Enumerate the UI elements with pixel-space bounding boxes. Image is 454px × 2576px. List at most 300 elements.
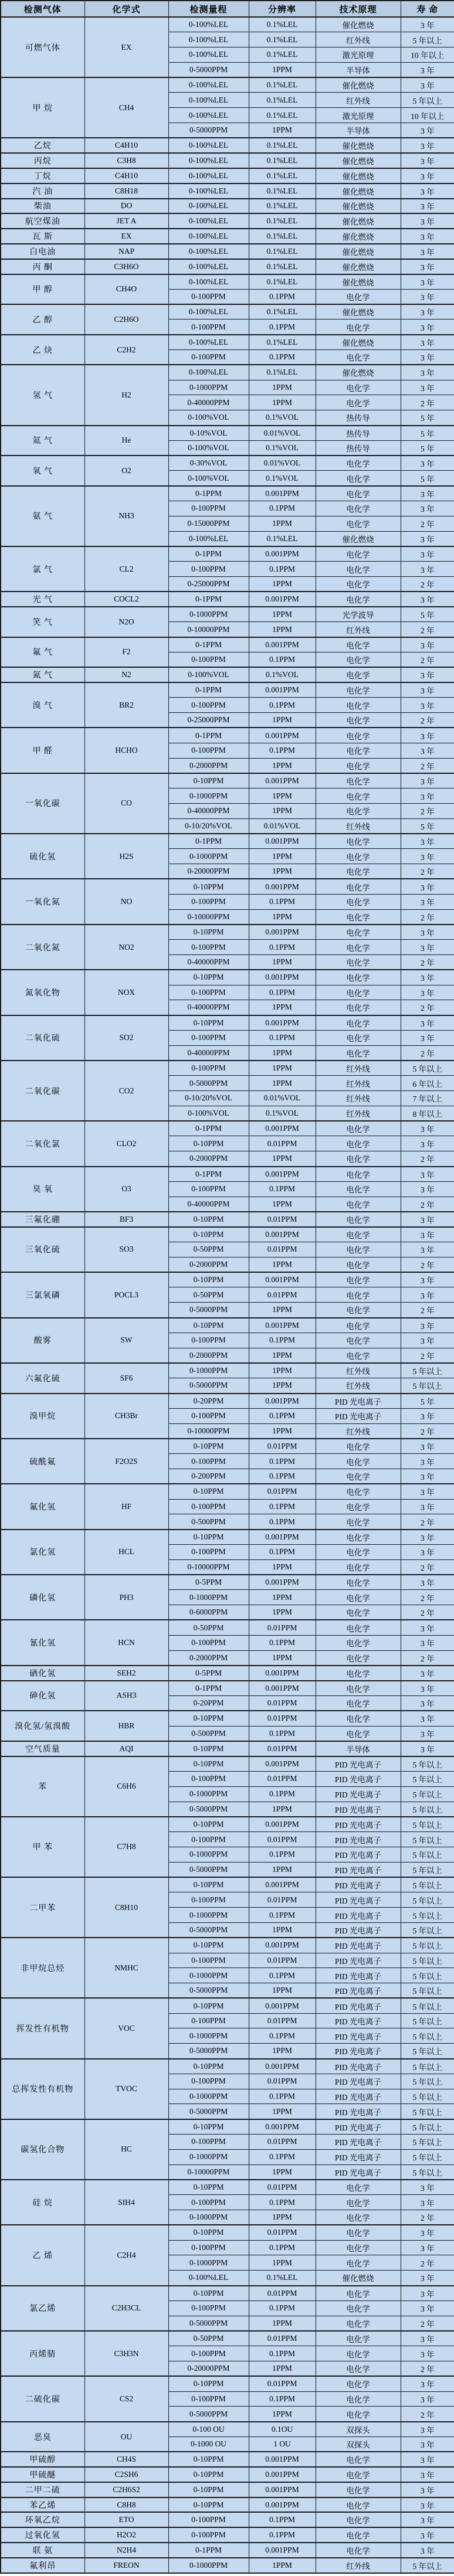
resolution-cell: 1PPM: [249, 954, 316, 970]
range-cell: 0-100PPM: [168, 1771, 249, 1786]
table-row: [1, 1711, 454, 1726]
table-row: [1, 168, 454, 183]
principle-cell: 电化学: [316, 1212, 401, 1227]
gas-name-cell: 三氧化硫: [1, 1227, 84, 1272]
range-cell: 0-1000PPM: [168, 2089, 249, 2104]
formula-cell: C2H4: [84, 2225, 168, 2285]
range-cell: 0-1PPM: [168, 1121, 249, 1136]
resolution-cell: 0.1PPM: [249, 1408, 316, 1423]
resolution-cell: 0.01PPM: [249, 1242, 316, 1258]
lifespan-cell: 5 年以上: [401, 2135, 454, 2150]
gas-name-cell: 二氧化碳: [1, 1061, 84, 1121]
range-cell: 0-10000PPM: [168, 1423, 249, 1439]
principle-cell: 电化学: [316, 2300, 401, 2316]
gas-name-cell: 氟化氢: [1, 1484, 84, 1529]
table-row: [1, 1620, 454, 1635]
lifespan-cell: 3 年: [401, 1575, 454, 1590]
range-cell: 0-100PPM: [168, 1544, 249, 1559]
principle-cell: 催化燃烧: [316, 17, 401, 32]
table-row: [1, 970, 454, 985]
lifespan-cell: 3 年: [401, 1212, 454, 1227]
lifespan-cell: 2 年: [401, 803, 454, 818]
resolution-cell: 0.1PPM: [249, 320, 316, 335]
range-cell: 0-1000PPM: [168, 1363, 249, 1378]
principle-cell: 双探头: [316, 2422, 401, 2437]
resolution-cell: 1PPM: [249, 62, 316, 77]
principle-cell: PID 光电离子: [316, 1998, 401, 2013]
range-cell: 0-10PPM: [168, 1530, 249, 1545]
lifespan-cell: 3 年: [401, 289, 454, 304]
formula-cell: C3H3N: [84, 2331, 168, 2376]
resolution-cell: 0.1PPM: [249, 2346, 316, 2361]
lifespan-cell: 3 年: [401, 1181, 454, 1197]
range-cell: 0-100%LEL: [168, 32, 249, 47]
table-row: [1, 2225, 454, 2240]
principle-cell: 电化学: [316, 2180, 401, 2195]
principle-cell: 催化燃烧: [316, 259, 401, 274]
range-cell: 0-100PPM: [168, 562, 249, 577]
lifespan-cell: 5 年以上: [401, 2119, 454, 2135]
formula-cell: CS2: [84, 2376, 168, 2421]
principle-cell: 红外线: [316, 32, 401, 47]
lifespan-cell: 5 年以上: [401, 1862, 454, 1877]
resolution-cell: 0.1%LEL: [249, 213, 316, 229]
range-cell: 0-100%LEL: [168, 199, 249, 214]
lifespan-cell: 2 年: [401, 2210, 454, 2225]
principle-cell: 电化学: [316, 1136, 401, 1151]
formula-cell: O3: [84, 1167, 168, 1212]
gas-name-cell: 氯乙烯: [1, 2286, 84, 2331]
resolution-cell: 0.1%LEL: [249, 183, 316, 199]
resolution-cell: 1PPM: [249, 2558, 316, 2573]
range-cell: 0-1PPM: [168, 486, 249, 501]
range-cell: 0-1000PPM: [168, 2255, 249, 2271]
formula-cell: NH3: [84, 486, 168, 546]
lifespan-cell: 3 年: [401, 682, 454, 698]
principle-cell: 电化学: [316, 743, 401, 758]
resolution-cell: 0.01%VOL: [249, 426, 316, 441]
principle-cell: 电化学: [316, 2527, 401, 2543]
resolution-cell: 1PPM: [249, 909, 316, 925]
gas-name-cell: 柴油: [1, 199, 84, 214]
lifespan-cell: 5 年以上: [401, 1847, 454, 1862]
formula-cell: ASH3: [84, 1681, 168, 1711]
formula-cell: CLO2: [84, 1121, 168, 1166]
principle-cell: 电化学: [316, 1227, 401, 1242]
table-row: [1, 365, 454, 380]
principle-cell: 电化学: [316, 2346, 401, 2361]
lifespan-cell: 3 年: [401, 229, 454, 244]
principle-cell: 催化燃烧: [316, 183, 401, 199]
resolution-cell: 1PPM: [249, 607, 316, 622]
lifespan-cell: 2 年: [401, 1559, 454, 1575]
formula-cell: FREON: [84, 2558, 168, 2573]
resolution-cell: 0.1%VOL: [249, 410, 316, 426]
range-cell: 0-10PPM: [168, 2452, 249, 2467]
lifespan-cell: 2 年: [401, 909, 454, 925]
lifespan-cell: 3 年: [401, 743, 454, 758]
table-row: [1, 1530, 454, 1545]
formula-cell: ETO: [84, 2512, 168, 2527]
resolution-cell: 0.1%LEL: [249, 199, 316, 214]
header-gas: 检测气体: [1, 1, 84, 17]
table-row: [1, 1817, 454, 1832]
range-cell: 0-100%LEL: [168, 213, 249, 229]
table-row: [1, 546, 454, 562]
range-cell: 0-100PPM: [168, 2135, 249, 2150]
range-cell: 0-1000PPM: [168, 849, 249, 864]
table-row: [1, 426, 454, 441]
lifespan-cell: 2 年: [401, 713, 454, 728]
range-cell: 0-100%LEL: [168, 168, 249, 183]
lifespan-cell: 2 年: [401, 2361, 454, 2377]
resolution-cell: 0.01PPM: [249, 2135, 316, 2150]
range-cell: 0-10PPM: [168, 1272, 249, 1287]
resolution-cell: 0.01%VOL: [249, 456, 316, 471]
resolution-cell: 0.01PPM: [249, 2013, 316, 2028]
principle-cell: 电化学: [316, 2210, 401, 2225]
resolution-cell: 0.1PPM: [249, 894, 316, 909]
lifespan-cell: 3 年: [401, 789, 454, 804]
lifespan-cell: 5 年: [401, 607, 454, 622]
principle-cell: 电化学: [316, 652, 401, 667]
range-cell: 0-6000PPM: [168, 1605, 249, 1620]
gas-name-cell: 六氟化硫: [1, 1363, 84, 1394]
resolution-cell: 0.001PPM: [249, 925, 316, 940]
resolution-cell: 0.1%LEL: [249, 32, 316, 47]
resolution-cell: 0.1PPM: [249, 1847, 316, 1862]
resolution-cell: 0.1PPM: [249, 2028, 316, 2044]
table-row: [1, 1877, 454, 1892]
principle-cell: 电化学: [316, 1333, 401, 1348]
lifespan-cell: 3 年: [401, 531, 454, 546]
lifespan-cell: 3 年: [401, 849, 454, 864]
range-cell: 0-5000PPM: [168, 123, 249, 138]
table-row: [1, 607, 454, 622]
resolution-cell: 0.001PPM: [249, 637, 316, 653]
lifespan-cell: 3 年: [401, 123, 454, 138]
range-cell: 0-50PPM: [168, 2331, 249, 2346]
formula-cell: CO2: [84, 1061, 168, 1121]
resolution-cell: 1PPM: [249, 622, 316, 637]
range-cell: 0-10PPM: [168, 1015, 249, 1031]
range-cell: 0-1000PPM: [168, 1847, 249, 1862]
principle-cell: 电化学: [316, 1015, 401, 1031]
principle-cell: 电化学: [316, 1620, 401, 1635]
principle-cell: 电化学: [316, 834, 401, 849]
range-cell: 0-1000PPM: [168, 1908, 249, 1923]
range-cell: 0-100PPM: [168, 2527, 249, 2543]
lifespan-cell: 5 年以上: [401, 1877, 454, 1892]
range-cell: 0-10PPM: [168, 1756, 249, 1772]
principle-cell: 电化学: [316, 773, 401, 789]
gas-name-cell: 挥发性有机物: [1, 1998, 84, 2058]
principle-cell: 红外线: [316, 1363, 401, 1378]
lifespan-cell: 3 年: [401, 2300, 454, 2316]
lifespan-cell: 3 年: [401, 1408, 454, 1423]
resolution-cell: 0.1PPM: [249, 2195, 316, 2210]
lifespan-cell: 3 年: [401, 1121, 454, 1136]
table-row: [1, 637, 454, 653]
range-cell: 0-5000PPM: [168, 1983, 249, 1999]
formula-cell: O2: [84, 456, 168, 486]
formula-cell: SO2: [84, 1015, 168, 1061]
table-row: [1, 199, 454, 214]
range-cell: 0-1PPM: [168, 546, 249, 562]
lifespan-cell: 3 年: [401, 1726, 454, 1741]
range-cell: 0-10PPM: [168, 2376, 249, 2391]
lifespan-cell: 3 年: [401, 637, 454, 653]
principle-cell: PID 光电离子: [316, 2044, 401, 2059]
lifespan-cell: 6 年以上: [401, 1076, 454, 1091]
principle-cell: 电化学: [316, 894, 401, 909]
principle-cell: 半导体: [316, 1741, 401, 1756]
resolution-cell: 0.001PPM: [249, 773, 316, 789]
formula-cell: C2SH6: [84, 2467, 168, 2482]
lifespan-cell: 3 年: [401, 2195, 454, 2210]
resolution-cell: 0.1PPM: [249, 289, 316, 304]
formula-cell: HC: [84, 2119, 168, 2180]
resolution-cell: 0.1%VOL: [249, 667, 316, 682]
lifespan-cell: 3 年: [401, 667, 454, 682]
resolution-cell: 0.001PPM: [249, 1666, 316, 1681]
range-cell: 0-100PPM: [168, 940, 249, 955]
principle-cell: 电化学: [316, 925, 401, 940]
principle-cell: 电化学: [316, 1484, 401, 1499]
gas-name-cell: 一氧化氮: [1, 879, 84, 924]
formula-cell: CH3Br: [84, 1394, 168, 1439]
resolution-cell: 1PPM: [249, 1983, 316, 1999]
principle-cell: 电化学: [316, 2195, 401, 2210]
formula-cell: OU: [84, 2422, 168, 2452]
resolution-cell: 1PPM: [249, 1922, 316, 1938]
table-row: [1, 77, 454, 93]
gas-name-cell: 甲硫醇: [1, 2452, 84, 2467]
lifespan-cell: 3 年: [401, 486, 454, 501]
principle-cell: 电化学: [316, 2407, 401, 2422]
lifespan-cell: 5 年以上: [401, 1802, 454, 1817]
lifespan-cell: 3 年: [401, 773, 454, 789]
gas-name-cell: 氮氧化物: [1, 970, 84, 1015]
table-row: [1, 1272, 454, 1287]
resolution-cell: 0.001PPM: [249, 2482, 316, 2497]
resolution-cell: 1PPM: [249, 123, 316, 138]
lifespan-cell: 5 年以上: [401, 2059, 454, 2074]
principle-cell: 电化学: [316, 1151, 401, 1167]
range-cell: 0-100PPM: [168, 501, 249, 516]
principle-cell: 电化学: [316, 758, 401, 773]
gas-name-cell: 甲硫醚: [1, 2467, 84, 2482]
range-cell: 0-10000PPM: [168, 2164, 249, 2180]
principle-cell: 红外线: [316, 622, 401, 637]
formula-cell: NMHC: [84, 1938, 168, 1998]
gas-name-cell: 过氧化氢: [1, 2527, 84, 2543]
range-cell: 0-10PPM: [168, 879, 249, 894]
range-cell: 0-10000PPM: [168, 622, 249, 637]
formula-cell: F2O2S: [84, 1439, 168, 1484]
principle-cell: 电化学: [316, 2240, 401, 2255]
principle-cell: 电化学: [316, 320, 401, 335]
principle-cell: 红外线: [316, 1091, 401, 1106]
principle-cell: 催化燃烧: [316, 2271, 401, 2286]
principle-cell: 电化学: [316, 2316, 401, 2331]
range-cell: 0-5000PPM: [168, 1076, 249, 1091]
table-row: [1, 773, 454, 789]
lifespan-cell: 3 年: [401, 834, 454, 849]
principle-cell: 半导体: [316, 62, 401, 77]
principle-cell: 电化学: [316, 1499, 401, 1514]
principle-cell: 红外线: [316, 1423, 401, 1439]
range-cell: 0-100%VOL: [168, 1106, 249, 1121]
range-cell: 0-10PPM: [168, 1136, 249, 1151]
range-cell: 0-10000PPM: [168, 909, 249, 925]
resolution-cell: 0.001PPM: [249, 1121, 316, 1136]
resolution-cell: 1PPM: [249, 1423, 316, 1439]
lifespan-cell: 5 年以上: [401, 93, 454, 108]
formula-cell: SIH4: [84, 2180, 168, 2225]
resolution-cell: 0.1%VOL: [249, 471, 316, 486]
principle-cell: 催化燃烧: [316, 153, 401, 168]
gas-name-cell: 氰化氢: [1, 1620, 84, 1665]
lifespan-cell: 3 年: [401, 592, 454, 607]
resolution-cell: 0.1%VOL: [249, 440, 316, 456]
table-row: [1, 834, 454, 849]
range-cell: 0-5000PPM: [168, 1802, 249, 1817]
lifespan-cell: 3 年: [401, 2452, 454, 2467]
lifespan-cell: 2 年: [401, 954, 454, 970]
range-cell: 0-40000PPM: [168, 1000, 249, 1015]
table-row: [1, 2482, 454, 2497]
resolution-cell: 0.01PPM: [249, 2376, 316, 2391]
lifespan-cell: 3 年: [401, 2437, 454, 2452]
resolution-cell: 1PPM: [249, 2210, 316, 2225]
principle-cell: 电化学: [316, 667, 401, 682]
range-cell: 0-10/20%VOL: [168, 1091, 249, 1106]
resolution-cell: 1PPM: [249, 758, 316, 773]
range-cell: 0-1PPM: [168, 834, 249, 849]
lifespan-cell: 5 年以上: [401, 2558, 454, 2573]
lifespan-cell: 3 年: [401, 2286, 454, 2301]
range-cell: 0-100%LEL: [168, 183, 249, 199]
formula-cell: NO2: [84, 925, 168, 970]
lifespan-cell: 2 年: [401, 2407, 454, 2422]
lifespan-cell: 2 年: [401, 2316, 454, 2331]
lifespan-cell: 3 年: [401, 1167, 454, 1182]
lifespan-cell: 5 年以上: [401, 1892, 454, 1908]
range-cell: 0-40000PPM: [168, 1197, 249, 1212]
lifespan-cell: 3 年: [401, 1635, 454, 1650]
range-cell: 0-10PPM: [168, 1938, 249, 1953]
principle-cell: 电化学: [316, 1544, 401, 1559]
formula-cell: C8H8: [84, 2497, 168, 2513]
table-row: [1, 2180, 454, 2195]
formula-cell: C2H3CL: [84, 2286, 168, 2331]
formula-cell: H2: [84, 365, 168, 425]
resolution-cell: 0.1PPM: [249, 2149, 316, 2164]
lifespan-cell: 3 年: [401, 2240, 454, 2255]
principle-cell: PID 光电离子: [316, 2028, 401, 2044]
table-row: [1, 153, 454, 168]
formula-cell: C7H8: [84, 1817, 168, 1877]
principle-cell: 电化学: [316, 849, 401, 864]
resolution-cell: 1PPM: [249, 2104, 316, 2119]
principle-cell: 电化学: [316, 1681, 401, 1696]
lifespan-cell: 5 年: [401, 440, 454, 456]
range-cell: 0-10PPM: [168, 2467, 249, 2482]
range-cell: 0-5000PPM: [168, 2316, 249, 2331]
range-cell: 0-1000PPM: [168, 2149, 249, 2164]
range-cell: 0-1PPM: [168, 728, 249, 743]
range-cell: 0-100%LEL: [168, 365, 249, 380]
lifespan-cell: 5 年以上: [401, 1983, 454, 1999]
range-cell: 0-10PPM: [168, 1212, 249, 1227]
resolution-cell: 0.001PPM: [249, 970, 316, 985]
range-cell: 0-100%VOL: [168, 471, 249, 486]
range-cell: 0-100PPM: [168, 1635, 249, 1650]
range-cell: 0-10PPM: [168, 1877, 249, 1892]
principle-cell: 激光原理: [316, 47, 401, 63]
table-row: [1, 925, 454, 940]
resolution-cell: 0.001PPM: [249, 1817, 316, 1832]
lifespan-cell: 3 年: [401, 2180, 454, 2195]
principle-cell: 电化学: [316, 1695, 401, 1711]
gas-name-cell: 丙烷: [1, 153, 84, 168]
resolution-cell: 1PPM: [249, 864, 316, 879]
lifespan-cell: 3 年: [401, 2512, 454, 2527]
lifespan-cell: 5 年以上: [401, 2089, 454, 2104]
range-cell: 0-100%LEL: [168, 229, 249, 244]
principle-cell: 电化学: [316, 380, 401, 395]
resolution-cell: 0.001PPM: [249, 1681, 316, 1696]
range-cell: 0-2000PPM: [168, 1151, 249, 1167]
range-cell: 0-100PPM: [168, 1181, 249, 1197]
lifespan-cell: 2 年: [401, 1605, 454, 1620]
resolution-cell: 1PPM: [249, 1348, 316, 1363]
header-resolution: 分辨率: [249, 1, 316, 17]
range-cell: 0-25000PPM: [168, 576, 249, 592]
lifespan-cell: 3 年: [401, 501, 454, 516]
principle-cell: PID 光电离子: [316, 1832, 401, 1847]
principle-cell: PID 光电离子: [316, 2164, 401, 2180]
formula-cell: C8H10: [84, 1877, 168, 1938]
range-cell: 0-100PPM: [168, 2195, 249, 2210]
lifespan-cell: 3 年: [401, 2376, 454, 2391]
range-cell: 0-5PPM: [168, 1666, 249, 1681]
principle-cell: PID 光电离子: [316, 1892, 401, 1908]
range-cell: 0-100PPM: [168, 1030, 249, 1045]
principle-cell: PID 光电离子: [316, 1847, 401, 1862]
formula-cell: N2O: [84, 607, 168, 637]
lifespan-cell: 3 年: [401, 728, 454, 743]
table-row: [1, 1756, 454, 1772]
formula-cell: HBR: [84, 1711, 168, 1741]
lifespan-cell: 7 年以上: [401, 1091, 454, 1106]
resolution-cell: 1PPM: [249, 1045, 316, 1061]
gas-name-cell: 二氧化氯: [1, 1121, 84, 1166]
gas-name-cell: 一氧化碳: [1, 773, 84, 834]
lifespan-cell: 5 年以上: [401, 1771, 454, 1786]
principle-cell: 电化学: [316, 2286, 401, 2301]
lifespan-cell: 5 年以上: [401, 2149, 454, 2164]
lifespan-cell: 2 年: [401, 1151, 454, 1167]
formula-cell: HCL: [84, 1530, 168, 1575]
resolution-cell: 0.1%LEL: [249, 17, 316, 32]
resolution-cell: 1PPM: [249, 1151, 316, 1167]
lifespan-cell: 3 年: [401, 456, 454, 471]
lifespan-cell: 5 年以上: [401, 2044, 454, 2059]
resolution-cell: 0.1%LEL: [249, 2271, 316, 2286]
range-cell: 0-10PPM: [168, 970, 249, 985]
